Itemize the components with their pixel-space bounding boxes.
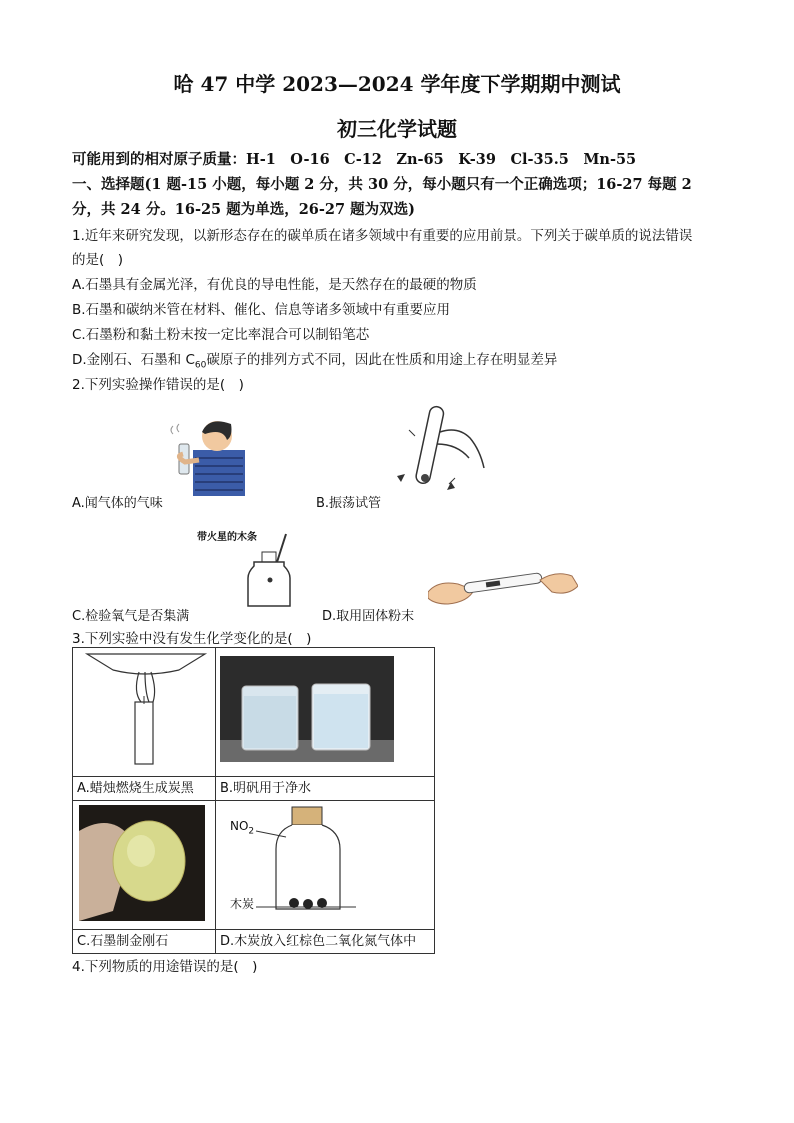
solid-powder-illustration [428,570,578,610]
oxygen-check-illustration [246,532,292,608]
q4-stem: 4.下列物质的用途错误的是( ) [72,959,258,975]
candle-soot-illustration [73,648,215,772]
q3-options-table [72,647,435,954]
exam-title: 哈 47 中学 2023—2024 学年度下学期期中测试 [173,72,621,96]
q1-option-b: B.石墨和碳纳米管在材料、催化、信息等诸多领域中有重要应用 [72,302,451,318]
q1-option-a: A.石墨具有金属光泽，有优良的导电性能，是天然存在的最硬的物质 [72,277,477,293]
q3-a-image-cell [73,648,216,777]
section1-line2: 分，共 24 分。16-25 题为单选，26-27 题为双选) [72,201,415,218]
alum-water-photo [216,648,434,772]
q2-option-d: D.取用固体粉末 [322,609,415,624]
smell-gas-illustration [165,414,247,496]
charcoal-label: 木炭 [230,897,255,911]
q2-option-b: B.振荡试管 [316,496,382,511]
no2-label: $NO_2$ [230,819,255,837]
q3-b-image-cell [216,648,435,777]
glowing-splint-label: 带火星的木条 [197,532,257,543]
q3-stem: 3.下列实验中没有发生化学变化的是( ) [72,631,312,647]
q3-d-image-cell [216,801,435,930]
q3-option-a: A.蜡烛燃烧生成炭黑 [73,777,216,801]
section1-line1: 一、选择题(1 题-15 小题，每小题 2 分，共 30 分，每小题只有一个正确选项；16-27 每题 2 [72,176,692,193]
q1-stem-line1: 1.近年来研究发现，以新形态存在的碳单质在诸多领域中有重要的应用前景。下列关于碳单质的说法错误 [72,228,693,244]
q3-option-d: D.木炭放入红棕色二氧化氮气体中 [216,930,435,954]
q2-option-c: C.检验氧气是否集满 [72,609,190,624]
q3-c-image-cell [73,801,216,930]
q2-stem: 2.下列实验操作错误的是( ) [72,377,244,393]
q3-option-c: C.石墨制金刚石 [73,930,216,954]
q1-option-d: D.金刚石、石墨和 $C_{60}$碳原子的排列方式不同，因此在性质和用途上存在明显差异 [72,352,558,371]
shake-test-tube-illustration [385,404,485,496]
atomic-masses: 可能用到的相对原子质量：H-1 O-16 C-12 Zn-65 K-39 Cl-35.5 Mn-55 [72,151,637,168]
q1-stem-line2: 的是( ) [72,252,124,268]
q2-option-a: A.闻气体的气味 [72,496,163,511]
q3-option-b: B.明矾用于净水 [216,777,435,801]
exam-subtitle: 初三化学试题 [337,117,457,141]
q1-option-c: C.石墨粉和黏土粉末按一定比率混合可以制铅笔芯 [72,327,370,343]
graphite-diamond-photo [73,801,215,925]
